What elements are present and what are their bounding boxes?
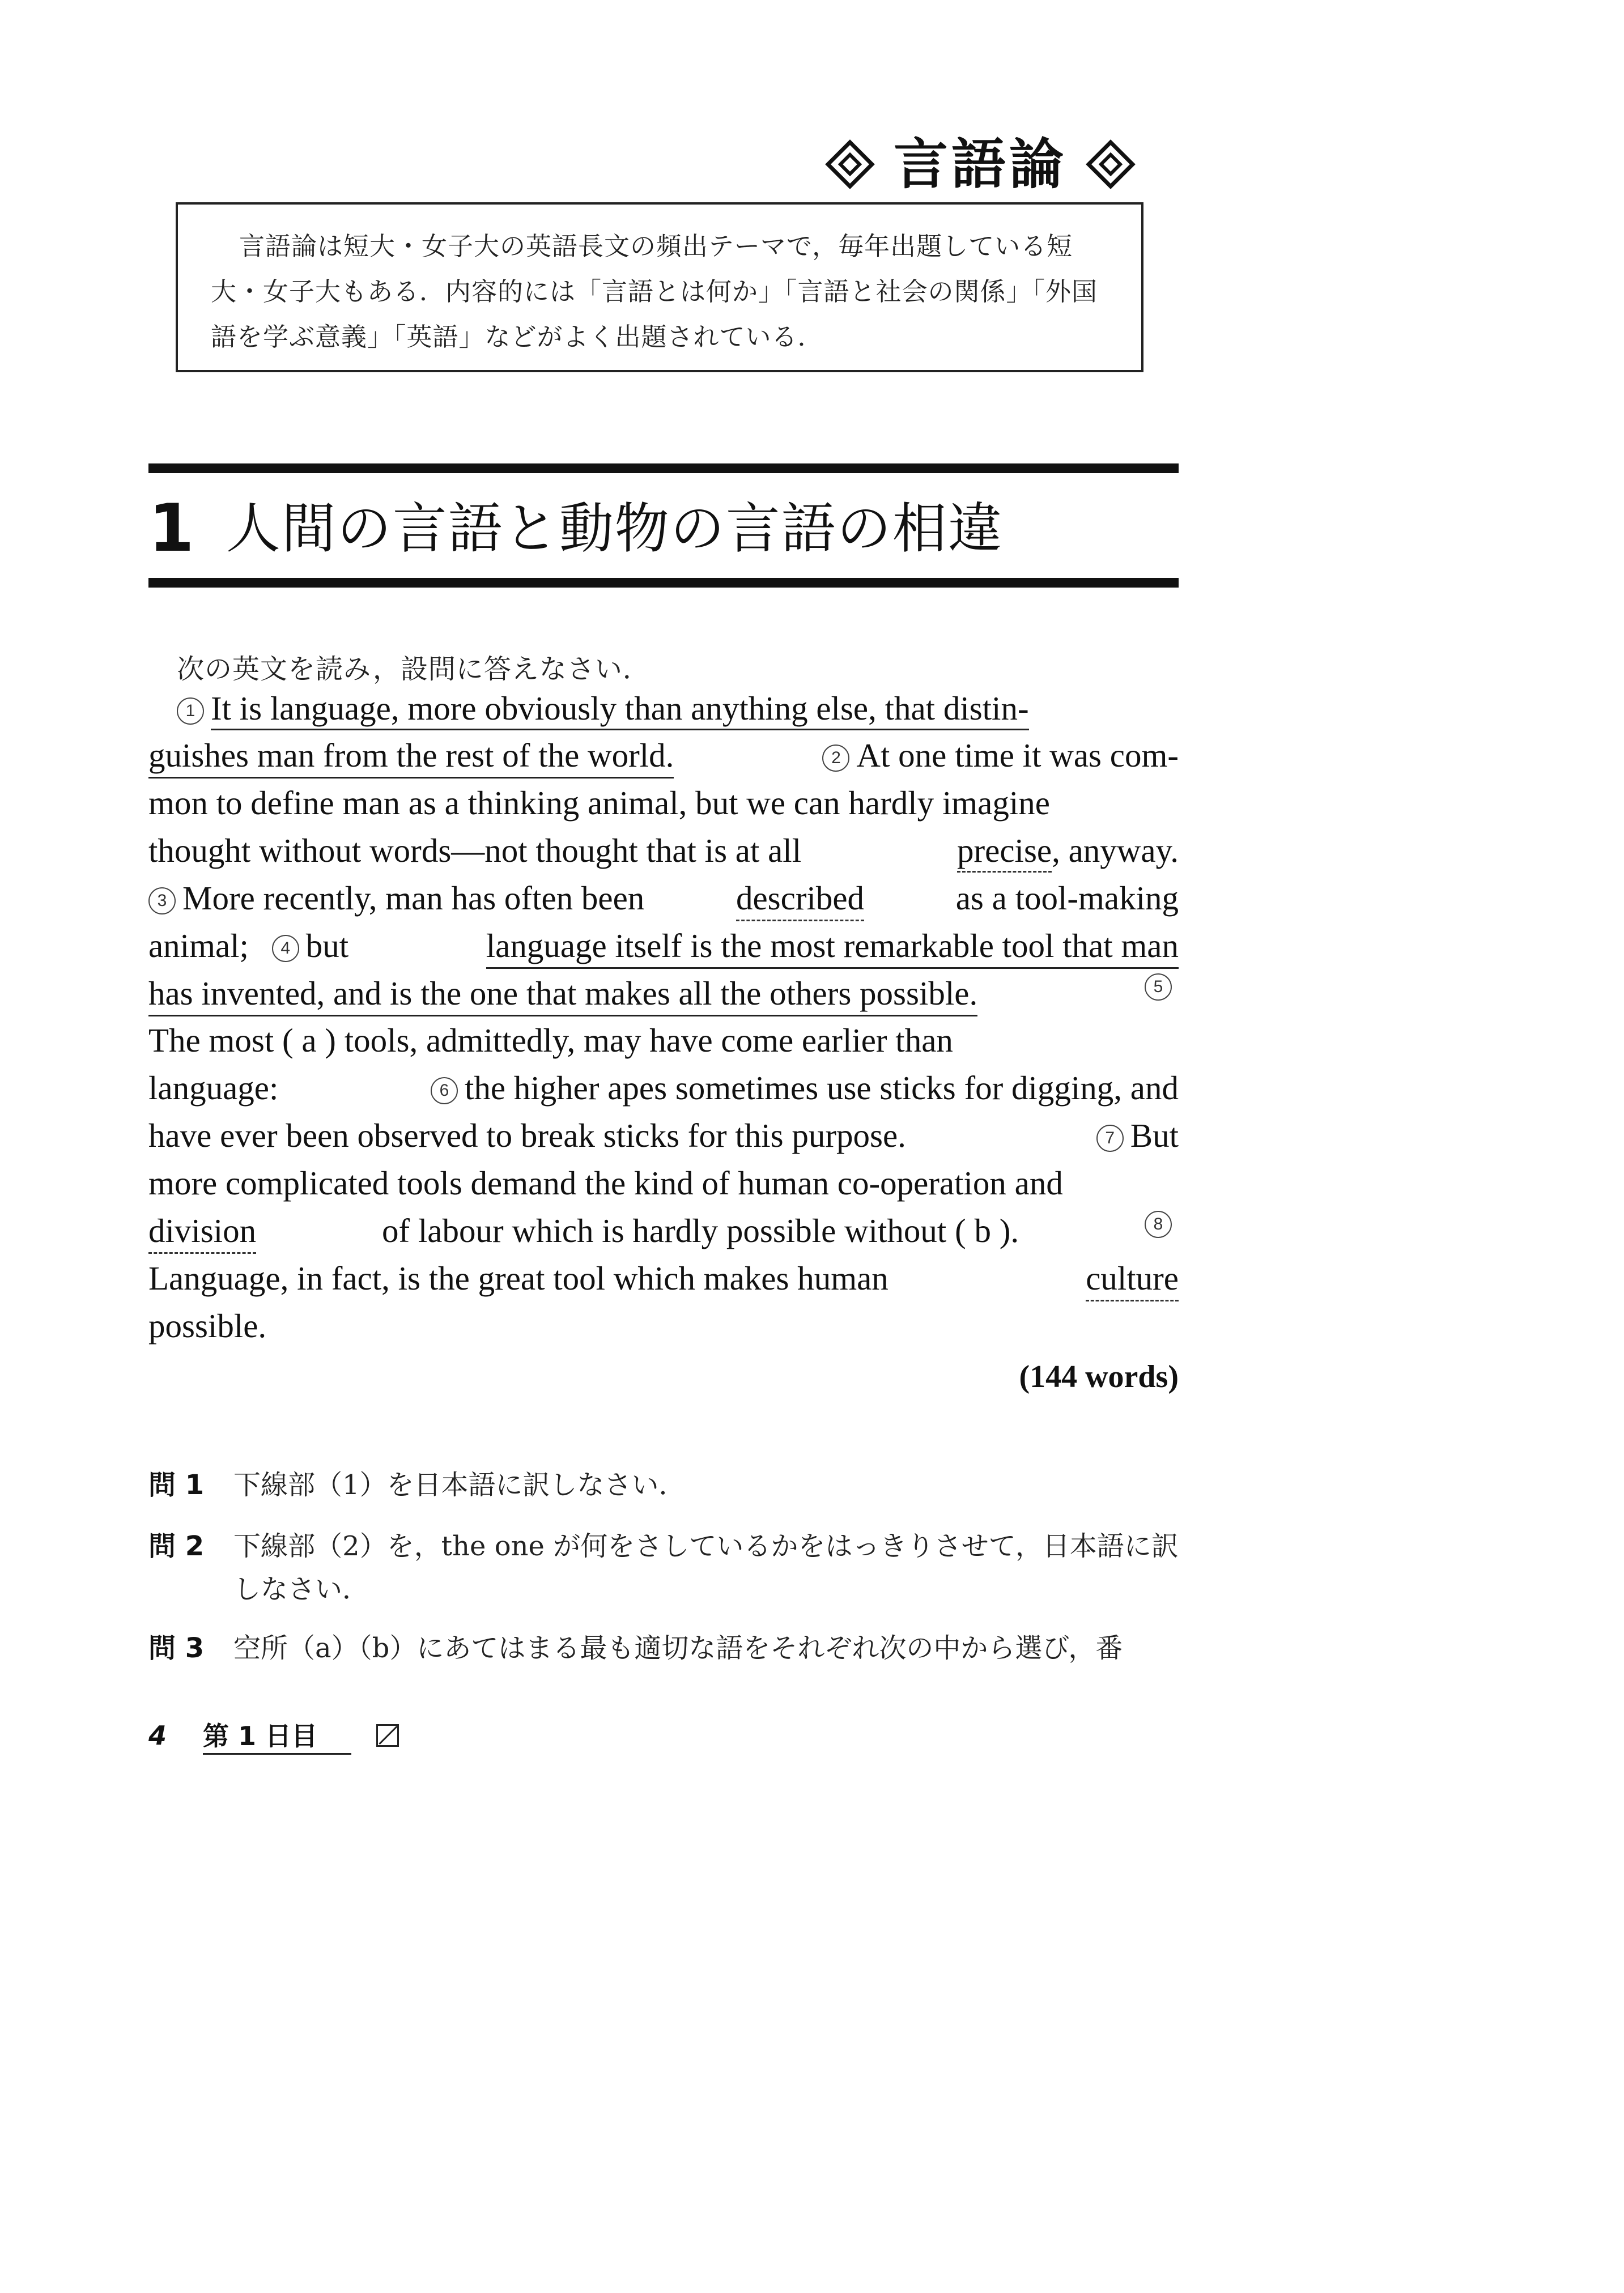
section-title: 言語論: [894, 133, 1067, 196]
question-2: [148, 1525, 1179, 1611]
sentence-marker-7: 7: [1096, 1125, 1124, 1152]
chapter-rule-top: [148, 463, 1179, 473]
sentence-marker-6: 6: [431, 1077, 458, 1104]
question-label: 問 2: [148, 1530, 205, 1562]
passage-text: More recently, man has often been: [182, 879, 645, 917]
sentence-marker-8: 8: [1145, 1211, 1172, 1238]
passage-line-13: [148, 1258, 1179, 1301]
passage-line-4: [148, 831, 1179, 870]
passage-line-14: possible.: [148, 1307, 267, 1345]
intro-text: 言語論は短大・女子大の英語長文の頻出テーマで，毎年出題している短大・女子大もある．内容的には「言語とは何か」「言語と社会の関係」「外国語を学ぶ意義」「英語」などがよく出題されている．: [211, 231, 1098, 352]
question-text: 空所（a）（b）にあてはまる最も適切な語をそれぞれ次の中から選び，番: [233, 1632, 1123, 1664]
sentence-marker-2: 2: [822, 745, 849, 772]
passage-text: thought without words—not thought that is at all: [148, 832, 802, 869]
passage-line-12: [148, 1211, 1179, 1254]
underlined-word-precise: precise: [957, 832, 1052, 873]
chapter-rule-bottom: [148, 578, 1179, 588]
checkbox-icon[interactable]: [376, 1724, 399, 1747]
passage-line-10: [148, 1116, 1179, 1155]
question-1: [148, 1464, 1179, 1507]
question-3: [148, 1627, 1179, 1670]
passage-text: animal;: [148, 927, 249, 964]
day-label: 第 1 日目: [203, 1716, 351, 1755]
passage-text: as a tool-making: [955, 879, 1179, 917]
question-label: 問 1: [148, 1469, 205, 1501]
diamond-left-icon: [826, 140, 874, 189]
passage-line-11: more complicated tools demand the kind of human co-operation and: [148, 1164, 1063, 1202]
page-footer: [148, 1716, 399, 1755]
passage-text: of labour which is hardly possible without ( b ).: [382, 1212, 1019, 1249]
underlined-word-division: division: [148, 1211, 256, 1254]
underline-1-end: guishes man from the rest of the world.: [148, 735, 674, 778]
passage-text: but: [305, 927, 349, 964]
section-heading: [782, 127, 1179, 201]
passage-text: Language, in fact, is the great tool which makes human: [148, 1260, 888, 1297]
passage-line-3: mon to define man as a thinking animal, but we can hardly imagine: [148, 784, 1050, 822]
passage-text: , anyway.: [1052, 832, 1179, 869]
passage-line-1: [148, 688, 1179, 728]
intro-box: [176, 202, 1143, 372]
question-text: 下線部（2）を，the one が何をさしているかをはっきりさせて，日本語に訳しなさい．: [233, 1530, 1179, 1605]
sentence-marker-4: 4: [272, 935, 299, 962]
passage-line-5: [148, 878, 1179, 921]
passage-text: At one time it was com-: [856, 737, 1179, 774]
passage-text: the higher apes sometimes use sticks for digging, and: [464, 1069, 1179, 1107]
passage-line-9: [148, 1068, 1179, 1108]
sentence-marker-1: 1: [177, 697, 204, 725]
underline-1-start: It is language, more obviously than anything else, that distin-: [211, 690, 1029, 730]
passage-line-7: [148, 973, 1179, 1016]
chapter-title: 人間の言語と動物の言語の相違: [226, 497, 1004, 560]
passage-line-6: [148, 926, 1179, 969]
chapter-header: [148, 486, 1179, 571]
question-label: 問 3: [148, 1632, 205, 1664]
underlined-word-culture: culture: [1086, 1258, 1179, 1301]
word-count: (144 words): [1019, 1359, 1179, 1394]
passage-text: language:: [148, 1069, 279, 1107]
underlined-word-described: described: [736, 878, 864, 921]
instruction: 次の英文を読み，設問に答えなさい．: [177, 653, 651, 685]
chapter-number: 1: [148, 490, 194, 567]
sentence-marker-3: 3: [148, 887, 176, 914]
passage-line-8: The most ( a ) tools, admittedly, may have come earlier than: [148, 1022, 953, 1059]
passage-text: But: [1130, 1117, 1179, 1154]
passage-line-2: [148, 735, 1179, 778]
sentence-marker-5: 5: [1145, 973, 1172, 1001]
passage-text: have ever been observed to break sticks for this purpose.: [148, 1117, 906, 1154]
question-text: 下線部（1）を日本語に訳しなさい．: [233, 1469, 686, 1501]
underline-2-end: has invented, and is the one that makes all the others possible.: [148, 973, 977, 1016]
underline-2-start: language itself is the most remarkable tool that man: [486, 926, 1179, 969]
page-number: 4: [148, 1720, 167, 1751]
diamond-right-icon: [1086, 140, 1135, 189]
